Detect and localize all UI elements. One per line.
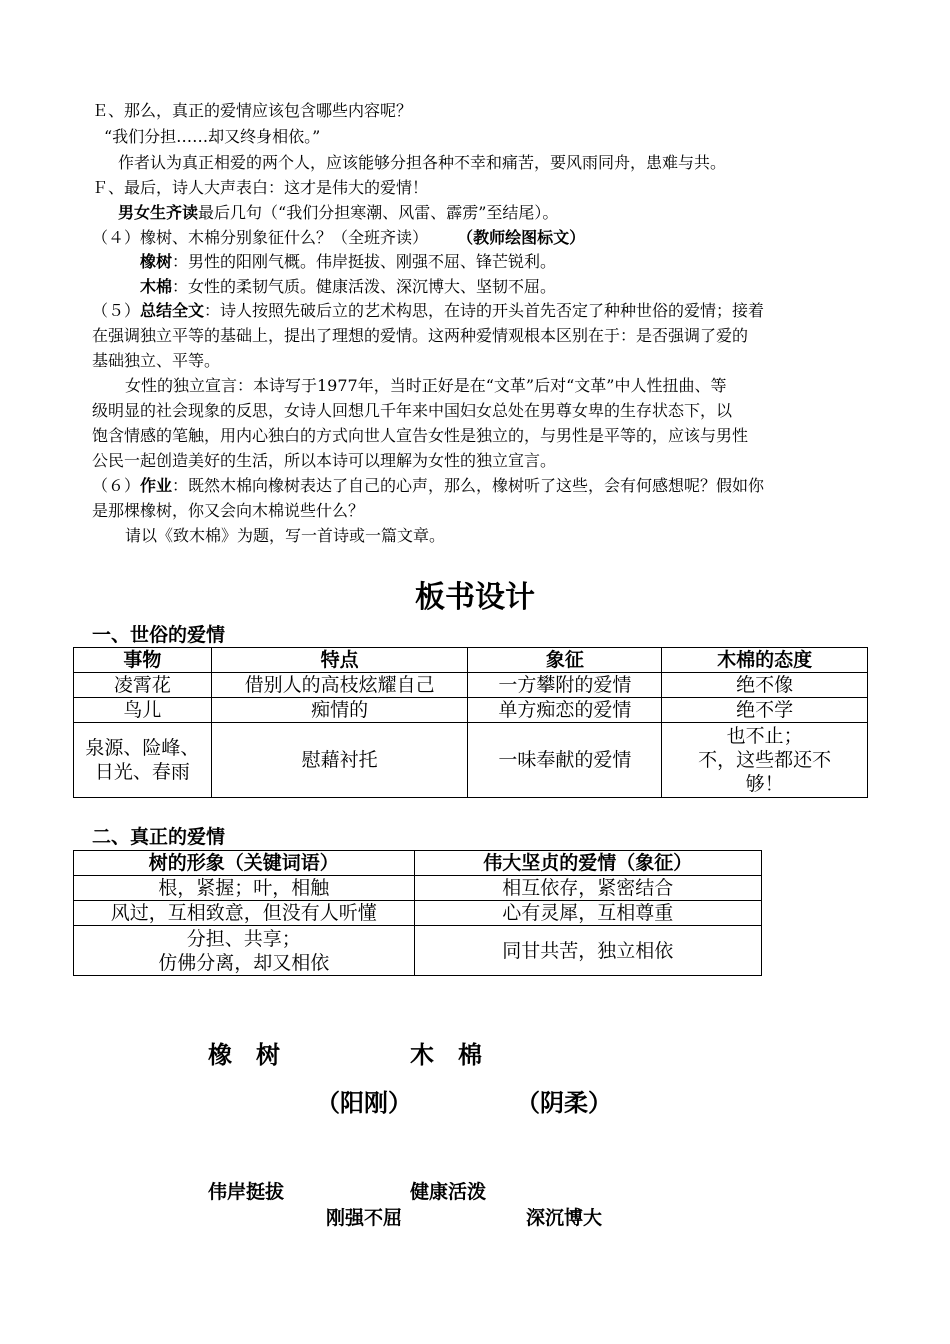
- table-header-cell: 树的形象（关键词语）: [74, 851, 415, 876]
- kapok-text: ：女性的柔韧气质。健康活泼、深沉博大、坚韧不屈。: [172, 277, 557, 296]
- paragraph-e-question: Ｅ、那么，真正的爱情应该包含哪些内容呢？: [92, 101, 413, 120]
- paragraph-decl-line2: 级明显的社会现象的反思，女诗人回想几千年来中国妇女总处在男尊女卑的生存状态下，以: [92, 401, 733, 420]
- table-cell: [74, 926, 415, 976]
- diagram-oak-word-1: 伟岸挺拔: [208, 1181, 285, 1203]
- table-cell: 绝不学: [662, 698, 868, 723]
- q6-prefix: （６）: [92, 476, 141, 495]
- table-header-cell: 特点: [211, 648, 468, 673]
- paragraph-f-line: Ｆ、最后，诗人大声表白：这才是伟大的爱情！: [92, 178, 429, 197]
- paragraph-q6-line1: [92, 476, 764, 496]
- q5-line1: ：诗人按照先破后立的艺术构思，在诗的开头首先否定了种种世俗的爱情；接着: [204, 301, 765, 320]
- cell-line: 也不止；: [726, 725, 803, 747]
- oak-label: 橡树: [140, 252, 173, 271]
- table-cell: 一方攀附的爱情: [468, 673, 662, 698]
- diagram-kapok-word-2: 深沉博大: [526, 1207, 603, 1229]
- paragraph-q4: [92, 228, 585, 248]
- section-secular-love-heading: 一、世俗的爱情: [92, 624, 226, 646]
- table-cell: 同甘共苦，独立相依: [414, 926, 762, 976]
- paragraph-q5-line3: 基础独立、平等。: [92, 351, 221, 370]
- diagram-oak-word-2: 刚强不屈: [326, 1207, 403, 1229]
- diagram-kapok-word-1: 健康活泼: [410, 1181, 487, 1203]
- table-header-row: [74, 851, 762, 876]
- table-row: [74, 673, 868, 698]
- board-design-title: 板书设计: [415, 580, 535, 615]
- paragraph-q6-line3: 请以《致木棉》为题，写一首诗或一篇文章。: [125, 526, 446, 545]
- paragraph-read: [118, 203, 558, 223]
- kapok-label: 木棉: [140, 277, 173, 296]
- paragraph-e-explain: 作者认为真正相爱的两个人，应该能够分担各种不幸和痛苦，要风雨同舟，患难与共。: [118, 153, 727, 172]
- table-cell: 凌霄花: [74, 673, 212, 698]
- cell-line: 够！: [745, 773, 784, 795]
- table-row: [74, 876, 762, 901]
- q5-prefix: （５）: [92, 301, 141, 320]
- diagram-oak-trait: （阳刚）: [316, 1089, 412, 1117]
- table-header-cell: 木棉的态度: [662, 648, 868, 673]
- cell-line: 仿佛分离，却又相依: [158, 951, 330, 974]
- read-label: 男女生齐读: [118, 203, 199, 222]
- paragraph-oak: [140, 252, 556, 272]
- table-cell: 相互依存，紧密结合: [414, 876, 762, 901]
- paragraph-decl-line1: 女性的独立宣言：本诗写于1977年，当时正好是在“文革”后对“文革”中人性扭曲、等: [125, 376, 727, 395]
- table-header-cell: 事物: [74, 648, 212, 673]
- table-cell: 痴情的: [211, 698, 468, 723]
- diagram-oak-label: 橡 树: [208, 1041, 280, 1069]
- true-love-table: [73, 850, 762, 976]
- table-cell: 鸟儿: [74, 698, 212, 723]
- cell-line: 不，这些都还不: [698, 749, 832, 771]
- paragraph-q6-line2: 是那棵橡树，你又会向木棉说些什么？: [92, 501, 365, 520]
- secular-love-table: [73, 647, 868, 798]
- table-row: [74, 926, 762, 976]
- table-row: [74, 723, 868, 798]
- q4-note: （教师绘图标文）: [457, 228, 586, 247]
- table-cell: 一味奉献的爱情: [468, 723, 662, 798]
- table-cell: 借别人的高枝炫耀自己: [211, 673, 468, 698]
- q5-label: 总结全文: [140, 301, 205, 320]
- q6-label: 作业: [140, 476, 173, 495]
- table-cell: 绝不像: [662, 673, 868, 698]
- table-cell: 根，紧握；叶，相触: [74, 876, 415, 901]
- table-cell: [74, 723, 212, 798]
- paragraph-e-quote: “我们分担……却又终身相依。”: [104, 127, 321, 146]
- table-cell: 心有灵犀，互相尊重: [414, 901, 762, 926]
- table-header-row: [74, 648, 868, 673]
- cell-line: 日光、春雨: [94, 761, 190, 783]
- table-cell: 风过，互相致意，但没有人听懂: [74, 901, 415, 926]
- paragraph-q5-line2: 在强调独立平等的基础上，提出了理想的爱情。这两种爱情观根本区别在于：是否强调了爱的: [92, 326, 749, 345]
- cell-line: 泉源、险峰、: [85, 737, 200, 759]
- oak-text: ：男性的阳刚气概。伟岸挺拔、刚强不屈、锋芒锐利。: [172, 252, 557, 271]
- table-header-cell: 象征: [468, 648, 662, 673]
- table-row: [74, 901, 762, 926]
- diagram-kapok-label: 木 棉: [410, 1041, 482, 1069]
- q4-text: （４）橡树、木棉分别象征什么？（全班齐读）: [92, 228, 429, 247]
- diagram-kapok-trait: （阴柔）: [516, 1089, 612, 1117]
- section-true-love-heading: 二、真正的爱情: [92, 826, 226, 848]
- table-cell: 慰藉衬托: [211, 723, 468, 798]
- table-row: [74, 698, 868, 723]
- table-cell: [662, 723, 868, 798]
- q6-line1: ：既然木棉向橡树表达了自己的心声，那么，橡树听了这些，会有何感想呢？假如你: [172, 476, 765, 495]
- paragraph-q5-line1: [92, 301, 764, 321]
- cell-line: 分担、共享；: [186, 927, 301, 950]
- table-header-cell: 伟大坚贞的爱情（象征）: [414, 851, 762, 876]
- paragraph-kapok: [140, 277, 556, 297]
- paragraph-decl-line4: 公民一起创造美好的生活，所以本诗可以理解为女性的独立宣言。: [92, 451, 557, 470]
- table-cell: 单方痴恋的爱情: [468, 698, 662, 723]
- paragraph-decl-line3: 饱含情感的笔触，用内心独白的方式向世人宣告女性是独立的，与男性是平等的，应该与男性: [92, 426, 749, 445]
- read-text: 最后几句（“我们分担寒潮、风雷、霹雳”至结尾）。: [198, 203, 559, 222]
